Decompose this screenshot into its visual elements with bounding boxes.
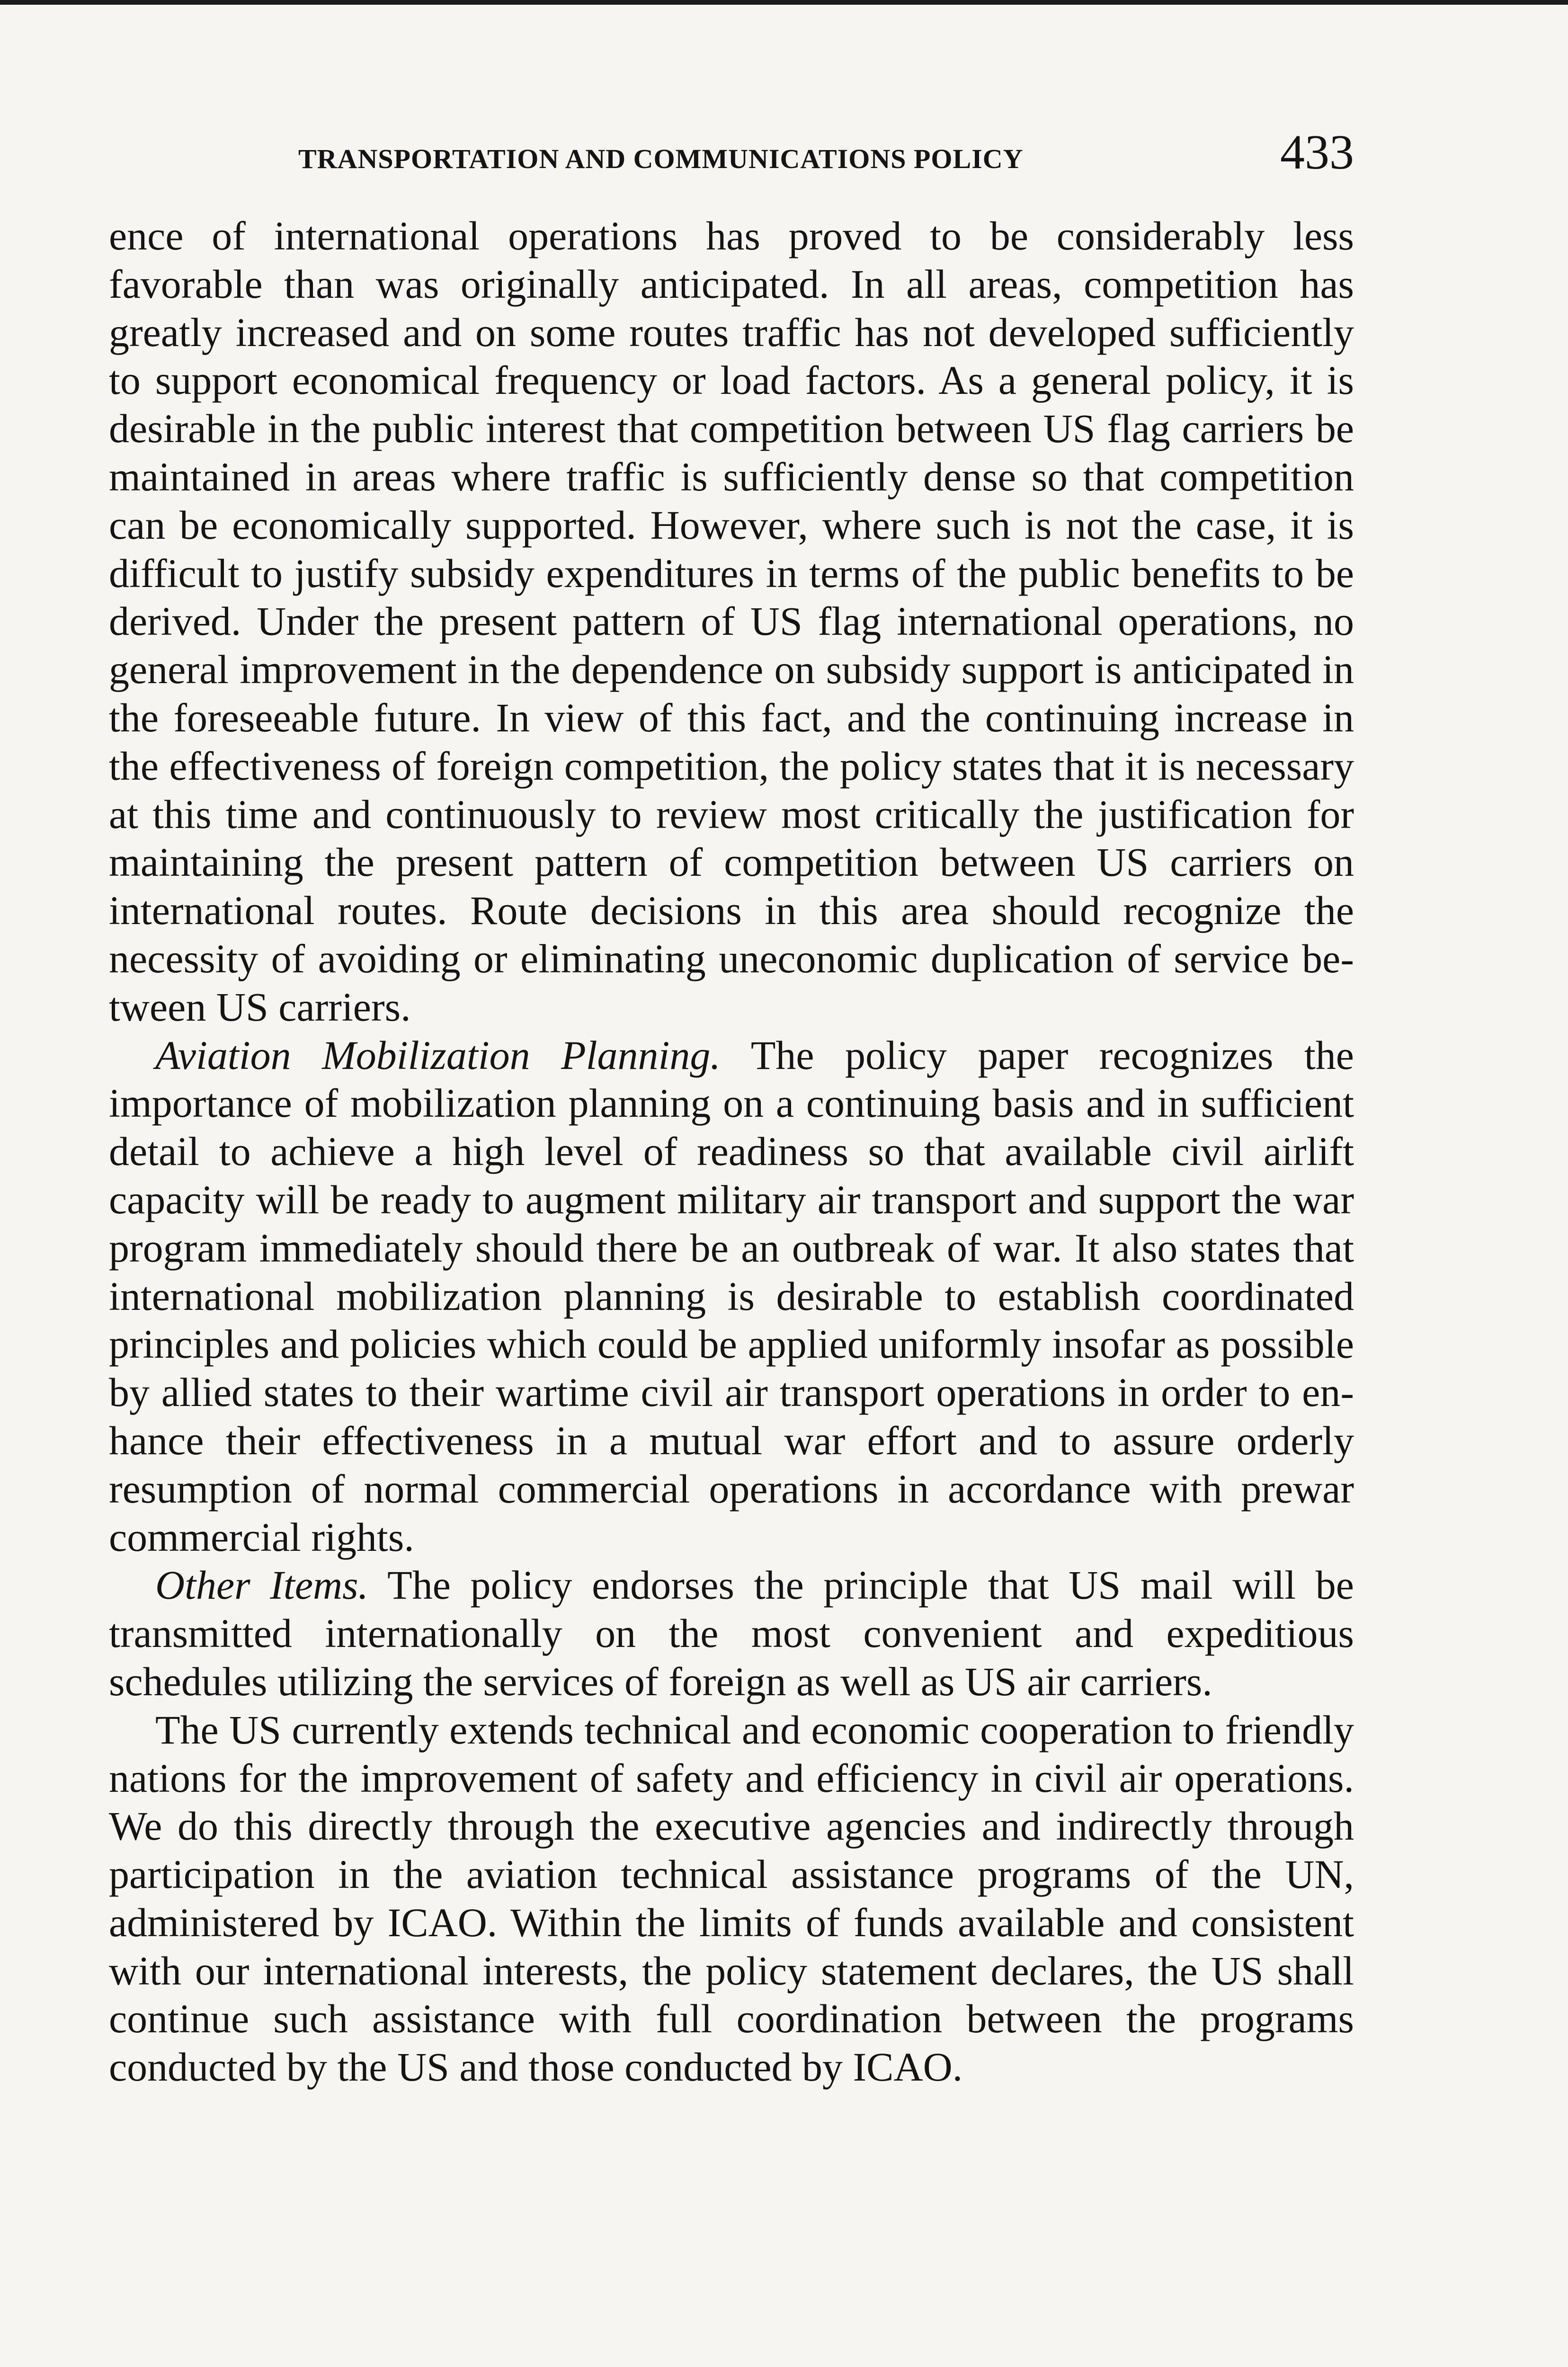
running-header (109, 124, 1354, 200)
paragraph-text: The policy paper recognizes the importance of mobilization planning on a continuing basis and in sufficient detail to achieve a high level of readiness so that available civil airlift capacity will be ready to augment military air transport and support the war program immediately should there be an outbreak of war. It also states that international mobilization planning is desirable to establish coordinated principles and policies which could be applied uniformly insofar as possible by allied states to their wartime civil air transport operations in order to enhance their effectiveness in a mutual war effort and to assure orderly resumption of normal commercial operations in accordance with prewar commercial rights. (109, 1032, 1354, 1560)
run-in-heading: Other Items. (155, 1562, 369, 1608)
paragraph-aviation-mobilization-planning (109, 1032, 1354, 1562)
run-in-heading: Aviation Mobilization Planning. (155, 1032, 721, 1078)
paragraph-other-items (109, 1561, 1354, 1706)
paragraph-text: The US currently extends technical and economic cooperation to friendly nations for the improvement of safety and efficiency in civil air operations. We do this directly through the executive agencies and indirectly through participation in the aviation technical assistance programs of the UN, administered by ICAO. Within the limits of funds available and consistent with our international interests, the policy statement declares, the US shall continue such assistance with full coordination between the programs conducted by the US and those conducted by ICAO. (109, 1707, 1354, 2090)
paragraph-text: ence of international operations has proved to be considerably less favorable than was originally anticipated. In all areas, competition has greatly increased and on some routes traffic has not developed sufficiently to support economical frequency or load factors. As a general policy, it is desirable in the public interest that competition between US flag carriers be maintained in areas where traffic is sufficiently dense so that competition can be economically supported. However, where such is not the case, it is difficult to justify subsidy expenditures in terms of the public benefits to be derived. Under the present pattern of US flag international operations, no general improvement in the dependence on subsidy support is anticipated in the foreseeable future. In view of this fact, and the continuing increase in the effectiveness of foreign competition, the policy states that it is necessary at this time and continuously to review most critically the justification for maintaining the present pattern of competition between US carriers on international routes. Route decisions in this area should recognize the necessity of avoiding or eliminating uneconomic duplication of service between US carriers. (109, 213, 1354, 1030)
paragraph-text: The policy endorses the principle that US mail will be transmitted internationally on the most convenient and expeditious schedules utilizing the services of foreign as well as US air carriers. (109, 1562, 1354, 1704)
paragraph-continued (109, 212, 1354, 1032)
page-top-edge (0, 0, 1568, 5)
paragraph-technical-cooperation (109, 1706, 1354, 2091)
body-text (109, 212, 1354, 2091)
page-number: 433 (1280, 125, 1354, 179)
running-title: TRANSPORTATION AND COMMUNICATIONS POLICY (298, 143, 1024, 174)
